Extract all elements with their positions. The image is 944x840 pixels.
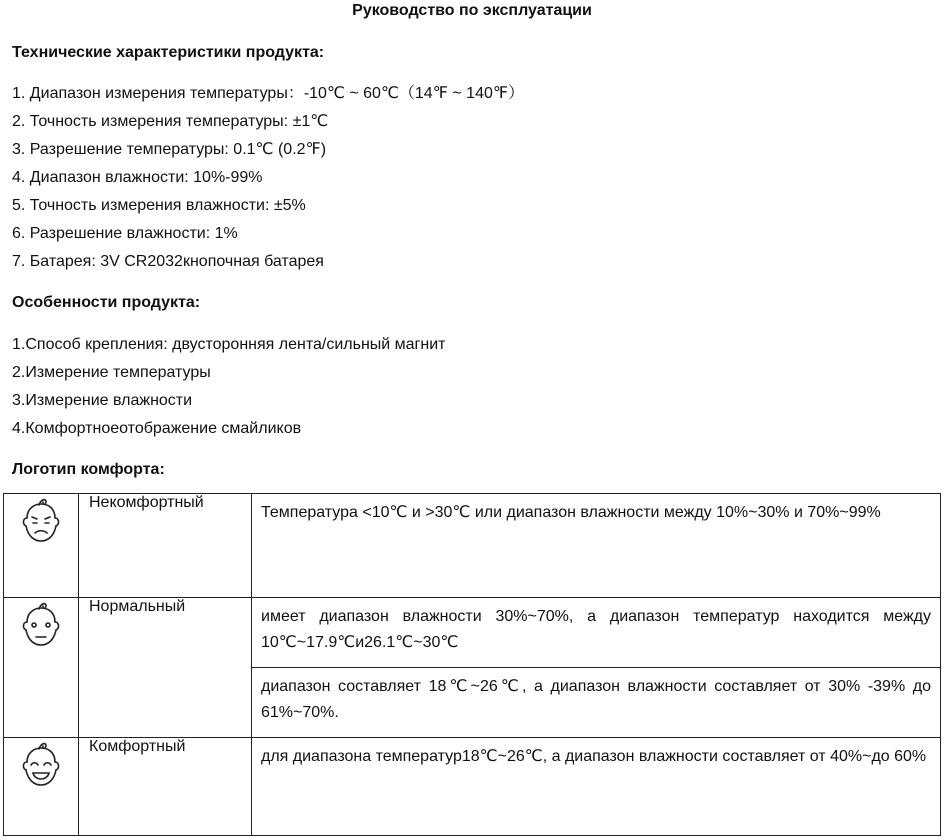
comfort-label-cell [79,738,252,836]
comfort-row-normal [4,598,941,668]
icon-cell [4,738,79,836]
features-heading: Особенности продукта: [12,294,201,311]
feature-item-humidity: 3.Измерение влажности [12,392,193,409]
spec-item-battery: 7. Батарея: 3V CR2032кнопочная батарея [12,253,324,270]
comfort-heading: Логотип комфорта: [12,461,165,478]
comfort-table [3,493,941,836]
normal-face-icon [13,598,69,654]
comfort-label: Нормальный [89,598,186,615]
comfort-label: Некомфортный [89,494,204,511]
spec-item-temp-resolution: 3. Разрешение температуры: 0.1℃ (0.2℉) [12,141,327,158]
comfort-row-comfortable [4,738,941,836]
comfort-label: Комфортный [89,738,186,755]
comfortable-face-icon [13,738,69,794]
features-list [12,331,446,443]
spec-item-humidity-accuracy: 5. Точность измерения влажности: ±5% [12,197,306,214]
comfort-label-cell [79,494,252,598]
comfort-description: диапазон составляет 18℃~26℃, а диапазон влажности составляет от 30% -39% до 61%~70%. [252,668,941,738]
icon-cell [4,598,79,738]
feature-item-temperature: 2.Измерение температуры [12,364,211,381]
specs-heading: Технические характеристики продукта: [12,44,325,61]
comfort-label-cell [79,598,252,738]
spec-item-humidity-range: 4. Диапазон влажности: 10%-99% [12,169,263,186]
comfort-row-uncomfortable [4,494,941,598]
icon-cell [4,494,79,598]
comfort-description: имеет диапазон влажности 30%~70%, а диапазон температур находится между 10℃~17.9℃и26.1℃~30℃ [252,598,941,668]
document-title: Руководство по эксплуатации [352,2,592,19]
feature-item-smiley: 4.Комфортноеотображение смайликов [12,420,302,437]
specs-list [12,80,524,276]
spec-item-temp-range: 1. Диапазон измерения температуры：-10℃ ~ 60℃（14℉ ~ 140℉） [12,85,525,102]
comfort-description: Температура <10℃ и >30℃ или диапазон влажности между 10%~30% и 70%~99% [252,494,941,598]
spec-item-humidity-resolution: 6. Разрешение влажности: 1% [12,225,238,242]
comfort-description: для диапазона температур18℃~26℃, а диапазон влажности составляет от 40%~до 60% [252,738,941,836]
uncomfortable-face-icon [13,494,69,550]
feature-item-mounting: 1.Способ крепления: двусторонняя лента/сильный магнит [12,336,446,353]
spec-item-temp-accuracy: 2. Точность измерения температуры: ±1℃ [12,113,329,130]
